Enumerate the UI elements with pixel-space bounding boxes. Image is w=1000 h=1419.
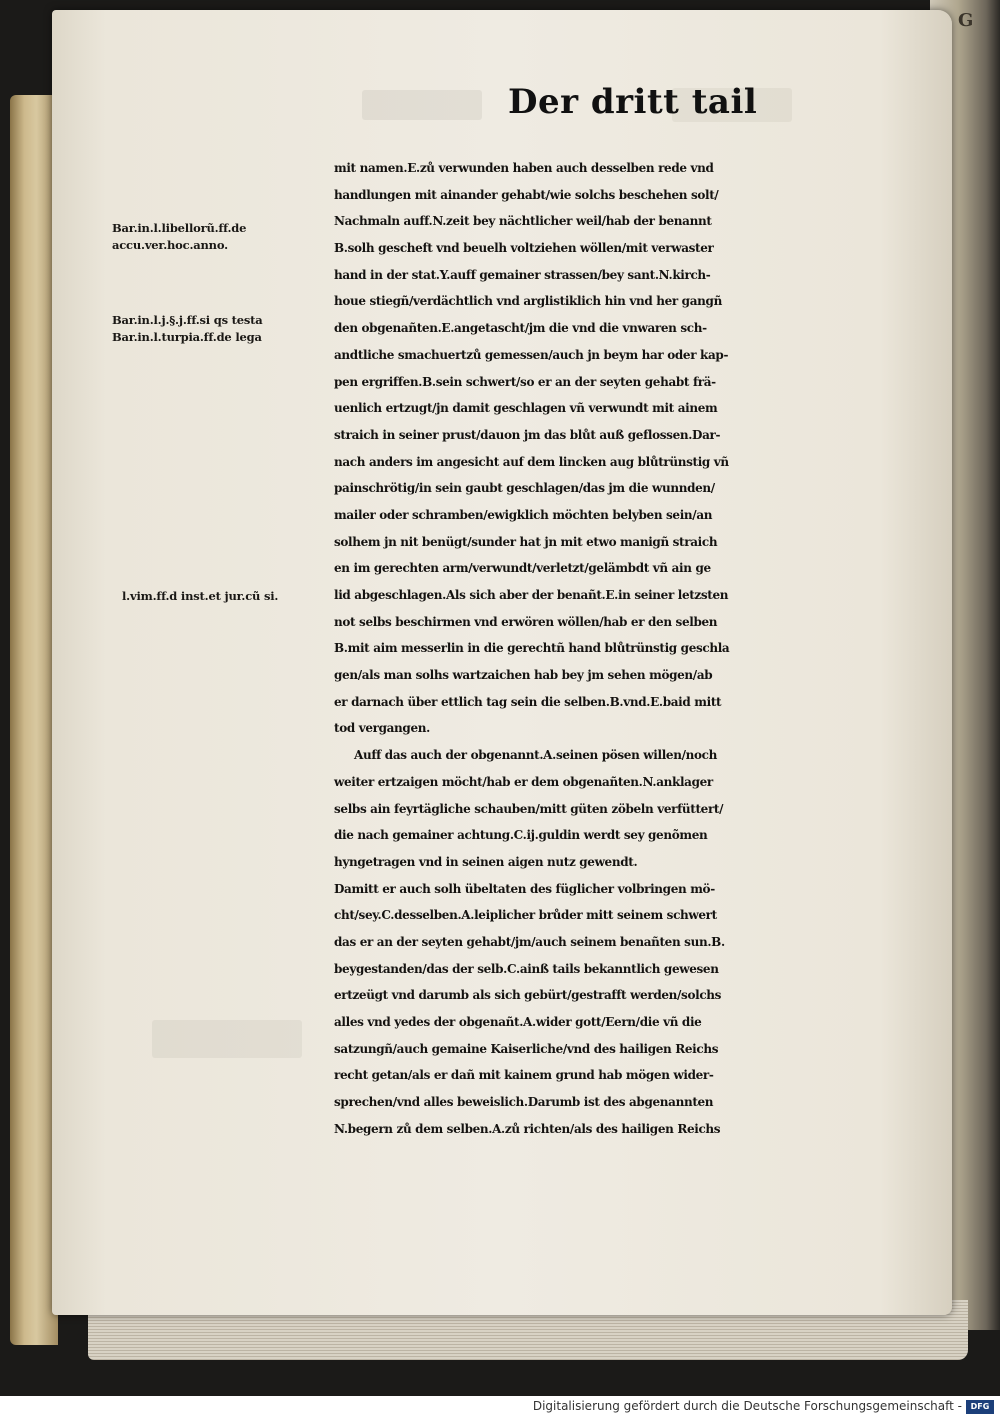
text-line: die nach gemainer achtung.C.ij.guldin werdt sey genõmen [334,828,708,843]
dfg-logo: DFG [966,1400,994,1414]
margin-note-line: l.vim.ff.d inst.et jur.cũ si. [122,589,279,603]
text-line: tod vergangen. [334,721,430,736]
text-line: das er an der seyten gehabt/jm/auch seinem benañten sun.B. [334,934,725,949]
text-line: Nachmaln auff.N.zeit bey nächtlicher weil/hab der benannt [334,214,712,229]
text-line: hand in der stat.Y.auff gemainer strassen/bey sant.N.kirch- [334,267,711,282]
text-line: weiter ertzaigen möcht/hab er dem obgenañten.N.anklager [334,774,713,789]
text-line: B.mit aim messerlin in die gerechtñ hand blůtrünstig geschla [334,641,730,656]
text-line: recht getan/als er dañ mit kainem grund hab mögen wider- [334,1068,714,1083]
text-line: houe stiegñ/verdächtlich vnd arglistiklich hin vnd her gangñ [334,294,722,309]
text-line: en im gerechten arm/verwundt/verletzt/gelämbdt vñ ain ge [334,561,711,576]
text-line: andtliche smachuertzů gemessen/auch jn beym har oder kap- [334,347,729,362]
text-line: Damitt er auch solh übeltaten des füglicher volbringen mö- [334,881,715,896]
text-line: sprechen/vnd alles beweislich.Darumb ist des abgenannten [334,1095,714,1110]
margin-note-line: accu.ver.hoc.anno. [112,238,228,252]
text-line: solhem jn nit benügt/sunder hat jn mit etwo manigñ straich [334,534,718,549]
body-text [334,155,934,1142]
text-line: gen/als man solhs wartzaichen hab bey jm sehen mögen/ab [334,668,713,683]
text-line: nach anders im angesicht auf dem lincken aug blůtrünstig vñ [334,454,729,469]
text-line: cht/sey.C.desselben.A.leiplicher brůder mitt seinem schwert [334,908,717,923]
margin-note [122,588,278,605]
text-line: beygestanden/das der selb.C.ainß tails bekanntlich gewesen [334,961,719,976]
next-page-fragment: G [958,10,974,31]
text-line: N.begern zů dem selben.A.zů richten/als des hailigen Reichs [334,1121,721,1136]
text-line: selbs ain feyrtägliche schauben/mitt güten zöbeln verfüttert/ [334,801,724,816]
margin-note-line: Bar.in.l.libellorũ.ff.de [112,221,247,235]
text-line: lid abgeschlagen.Als sich aber der benañt.E.in seiner letzsten [334,588,729,602]
text-line: mit namen.E.zů verwunden haben auch desselben rede vnd [334,161,714,175]
margin-note-line: Bar.in.l.turpia.ff.de lega [112,330,262,344]
margin-note [112,312,263,346]
text-line: not selbs beschirmen vnd erwören wöllen/hab er den selben [334,614,718,629]
page-header: Der dritt tail [508,82,758,122]
footer-bar [0,1396,1000,1419]
text-line: hyngetragen vnd in seinen aigen nutz gewendt. [334,854,638,869]
book-binding [10,95,58,1345]
text-line: satzungñ/auch gemaine Kaiserliche/vnd des hailigen Reichs [334,1041,719,1056]
text-line: straich in seiner prust/dauon jm das blůt auß geflossen.Dar- [334,427,721,442]
show-through [362,90,482,120]
text-line: den obgenañten.E.angetascht/jm die vnd die vnwaren sch- [334,321,707,336]
text-line: alles vnd yedes der obgenañt.A.wider gott/Eern/die vñ die [334,1015,702,1029]
margin-note-line: Bar.in.l.j.§.j.ff.si qs testa [112,313,263,327]
text-line: handlungen mit ainander gehabt/wie solchs beschehen solt/ [334,187,719,202]
text-line: Auff das auch der obgenannt.A.seinen pösen willen/noch [354,748,717,763]
show-through [152,1020,302,1058]
margin-note [112,220,246,254]
text-line: er darnach über ettlich tag sein die selben.B.vnd.E.baid mitt [334,694,722,709]
text-line: uenlich ertzugt/jn damit geschlagen vñ verwundt mit ainem [334,401,718,416]
text-line: painschrötig/in sein gaubt geschlagen/das jm die wunnden/ [334,481,715,496]
text-line: mailer oder schramben/ewigklich möchten belyben sein/an [334,507,713,522]
text-line: ertzeügt vnd darumb als sich gebürt/gestrafft werden/solchs [334,988,722,1003]
footer-credit: Digitalisierung gefördert durch die Deutsche Forschungsgemeinschaft - [532,1399,962,1413]
text-line: B.solh gescheft vnd beuelh voltziehen wöllen/mit verwaster [334,241,714,256]
text-line: pen ergriffen.B.sein schwert/so er an der seyten gehabt frä- [334,374,716,389]
